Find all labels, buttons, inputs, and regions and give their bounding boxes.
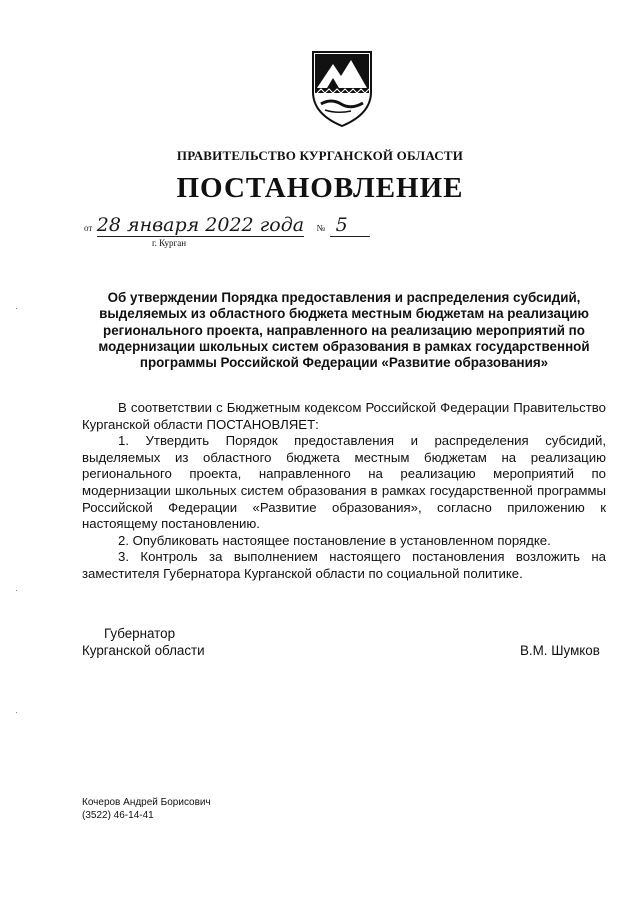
scan-speck [16, 308, 17, 309]
coat-of-arms-icon [307, 48, 377, 130]
document-body [82, 400, 606, 583]
executor-name: Кочеров Андрей Борисович [82, 797, 211, 808]
document-number: 5 [330, 214, 370, 237]
document-title: Об утверждении Порядка предоставления и распределения субсидий, выделяемых из областного бюджета местным бюджетам на реализацию регионального проекта, направленного на реализацию мероприятий по модернизации школьных систем образования в рамках государственной программы Российской Федерации «Развитие образования» [98, 290, 590, 371]
scan-speck [16, 712, 17, 713]
clause-2: 2. Опубликовать настоящее постановление в установленном порядке. [118, 532, 551, 548]
date-prefix: от [84, 223, 93, 233]
position-line-1: Губернатор [104, 626, 176, 641]
document-meta-row [84, 214, 384, 254]
position-line-2: Курганской области [82, 643, 205, 658]
city-name: г. Курган [152, 238, 187, 248]
document-date: 28 января 2022 года [96, 214, 305, 236]
document-type-heading: ПОСТАНОВЛЕНИЕ [176, 172, 464, 204]
scan-speck [16, 590, 17, 591]
clause-1: 1. Утвердить Порядок предоставления и распределения субсидий, выделяемых из областного бюджета местным бюджетам на реализацию регионального проекта, направленного на реализацию мероприятий по модернизации школьных систем образования в рамках государственной программы Российской Федерации «Развитие образования», согласно приложению к настоящему постановлению. [82, 433, 606, 532]
signatory-name: В.М. Шумков [520, 643, 600, 658]
preamble-paragraph: В соответствии с Бюджетным кодексом Российской Федерации Правительство Курганской области ПОСТАНОВЛЯЕТ: [82, 400, 606, 432]
government-name: ПРАВИТЕЛЬСТВО КУРГАНСКОЙ ОБЛАСТИ [176, 148, 464, 163]
clause-3: 3. Контроль за выполнением настоящего постановления возложить на заместителя Губернатора Курганской области по социальной политике. [82, 549, 606, 581]
executor-info [82, 796, 211, 822]
executor-phone: (3522) 46-14-41 [82, 810, 154, 821]
signatory-position [82, 625, 205, 659]
number-prefix: № [316, 223, 326, 233]
